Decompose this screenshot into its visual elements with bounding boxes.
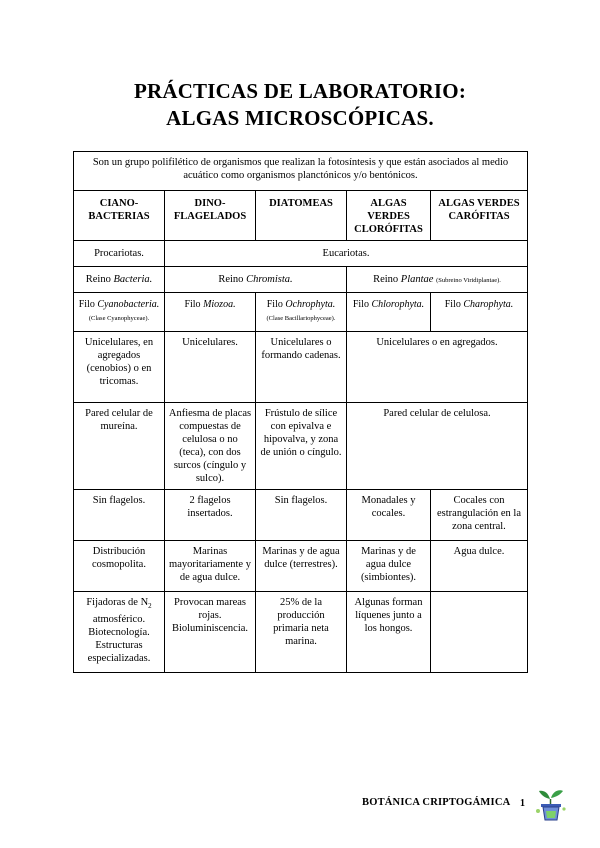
reino-bacteria-prefix: Reino bbox=[85, 274, 114, 285]
cell-pared-verdes: Pared celular de celulosa. bbox=[347, 403, 528, 490]
cell-flagelos-cloro: Monadales y cocales. bbox=[347, 490, 431, 541]
cell-flagelos-diat: Sin flagelos. bbox=[256, 490, 347, 541]
filo-diat-note: (Clase Bacillariophyceae). bbox=[266, 315, 336, 322]
filo-dino-name: Miozoa. bbox=[203, 299, 236, 310]
footer-course-name: BOTÁNICA CRIPTOGÁMICA bbox=[362, 797, 511, 808]
filo-diat-name: Ochrophyta. bbox=[285, 299, 336, 310]
reino-chromista-prefix: Reino bbox=[218, 274, 247, 285]
cell-pared-dino: Anfiesma de placas compuestas de celulosa o no (teca), con dos surcos (cíngulo y sulco). bbox=[165, 403, 256, 490]
cell-reino-bacteria bbox=[74, 267, 165, 293]
filo-cloro-prefix: Filo bbox=[352, 299, 372, 310]
filo-dino-prefix: Filo bbox=[184, 299, 204, 310]
otros-ciano-sub: 2 bbox=[148, 602, 152, 611]
cell-flagelos-ciano: Sin flagelos. bbox=[74, 490, 165, 541]
filo-ciano-prefix: Filo bbox=[78, 299, 98, 310]
filo-caro-name: Charophyta. bbox=[463, 299, 514, 310]
cell-flagelos-caro: Cocales con estrangulación en la zona central. bbox=[431, 490, 528, 541]
filo-ciano-name: Cyanobacteria. bbox=[97, 299, 160, 310]
header-cianobacterias: CIANO-BACTERIAS bbox=[74, 191, 165, 241]
reino-plantae-name: Plantae bbox=[400, 274, 434, 285]
page-number: 1 bbox=[520, 798, 525, 809]
reino-chromista-name: Chromista. bbox=[246, 274, 293, 285]
cell-dist-diat: Marinas y de agua dulce (terrestres). bbox=[256, 541, 347, 592]
algae-comparison-table bbox=[73, 151, 528, 673]
cell-otros-cloro: Algunas forman líquenes junto a los hongos. bbox=[347, 592, 431, 673]
cell-otros-ciano bbox=[74, 592, 165, 673]
cell-dist-caro: Agua dulce. bbox=[431, 541, 528, 592]
cell-filo-charophyta bbox=[431, 293, 528, 332]
cell-celulas-verdes: Unicelulares o en agregados. bbox=[347, 332, 528, 403]
cell-celulas-ciano: Unicelulares, en agregados (cenobios) o en tricomas. bbox=[74, 332, 165, 403]
cell-dist-dino: Marinas mayoritariamente y de agua dulce. bbox=[165, 541, 256, 592]
reino-plantae-prefix: Reino bbox=[373, 274, 401, 285]
cell-dist-ciano: Distribución cosmopolita. bbox=[74, 541, 165, 592]
otros-ciano-a: Fijadoras de N bbox=[86, 597, 149, 608]
reino-plantae-note: (Subreino Viridiplantae). bbox=[436, 277, 501, 284]
cell-reino-chromista bbox=[165, 267, 347, 293]
cell-pared-ciano: Pared celular de mureína. bbox=[74, 403, 165, 490]
otros-ciano-b: atmosférico. Biotecnología. Estructuras especializadas. bbox=[87, 614, 151, 665]
cell-dist-cloro: Marinas y de agua dulce (simbiontes). bbox=[347, 541, 431, 592]
cell-flagelos-dino: 2 flagelos insertados. bbox=[165, 490, 256, 541]
cell-filo-chlorophyta bbox=[347, 293, 431, 332]
cell-celulas-diat: Unicelulares o formando cadenas. bbox=[256, 332, 347, 403]
title-line-1: PRÁCTICAS DE LABORATORIO: bbox=[133, 79, 467, 103]
cell-otros-caro bbox=[431, 592, 528, 673]
reino-bacteria-name: Bacteria. bbox=[113, 274, 153, 285]
filo-caro-prefix: Filo bbox=[444, 299, 464, 310]
filo-cloro-name: Chlorophyta. bbox=[371, 299, 425, 310]
header-carofitas: ALGAS VERDES CARÓFITAS bbox=[431, 191, 528, 241]
title-line-2: ALGAS MICROSCÓPICAS. bbox=[166, 106, 434, 130]
lab-flask-plant-logo-icon bbox=[533, 784, 569, 824]
cell-filo-miozoa bbox=[165, 293, 256, 332]
header-diatomeas: DIATOMEAS bbox=[256, 191, 347, 241]
cell-otros-dino: Provocan mareas rojas. Bioluminiscencia. bbox=[165, 592, 256, 673]
cell-eucariotas: Eucariotas. bbox=[165, 241, 528, 267]
header-clorofitas: ALGAS VERDES CLORÓFITAS bbox=[347, 191, 431, 241]
cell-pared-diat: Frústulo de sílice con epivalva e hipovalva, y zona de unión o cíngulo. bbox=[256, 403, 347, 490]
cell-otros-diat: 25% de la producción primaria neta marina. bbox=[256, 592, 347, 673]
filo-diat-prefix: Filo bbox=[266, 299, 286, 310]
cell-celulas-dino: Unicelulares. bbox=[165, 332, 256, 403]
cell-filo-cyanobacteria bbox=[74, 293, 165, 332]
filo-ciano-note: (Clase Cyanophyceae). bbox=[88, 315, 150, 322]
intro-cell: Son un grupo polifilético de organismos que realizan la fotosíntesis y que están asociados al medio acuático como organismos planctónicos y/o bentónicos. bbox=[74, 152, 528, 191]
cell-procariotas: Procariotas. bbox=[74, 241, 165, 267]
header-dinoflagelados: DINO-FLAGELADOS bbox=[165, 191, 256, 241]
cell-reino-plantae bbox=[347, 267, 528, 293]
cell-filo-ochrophyta bbox=[256, 293, 347, 332]
page-title bbox=[0, 78, 600, 132]
